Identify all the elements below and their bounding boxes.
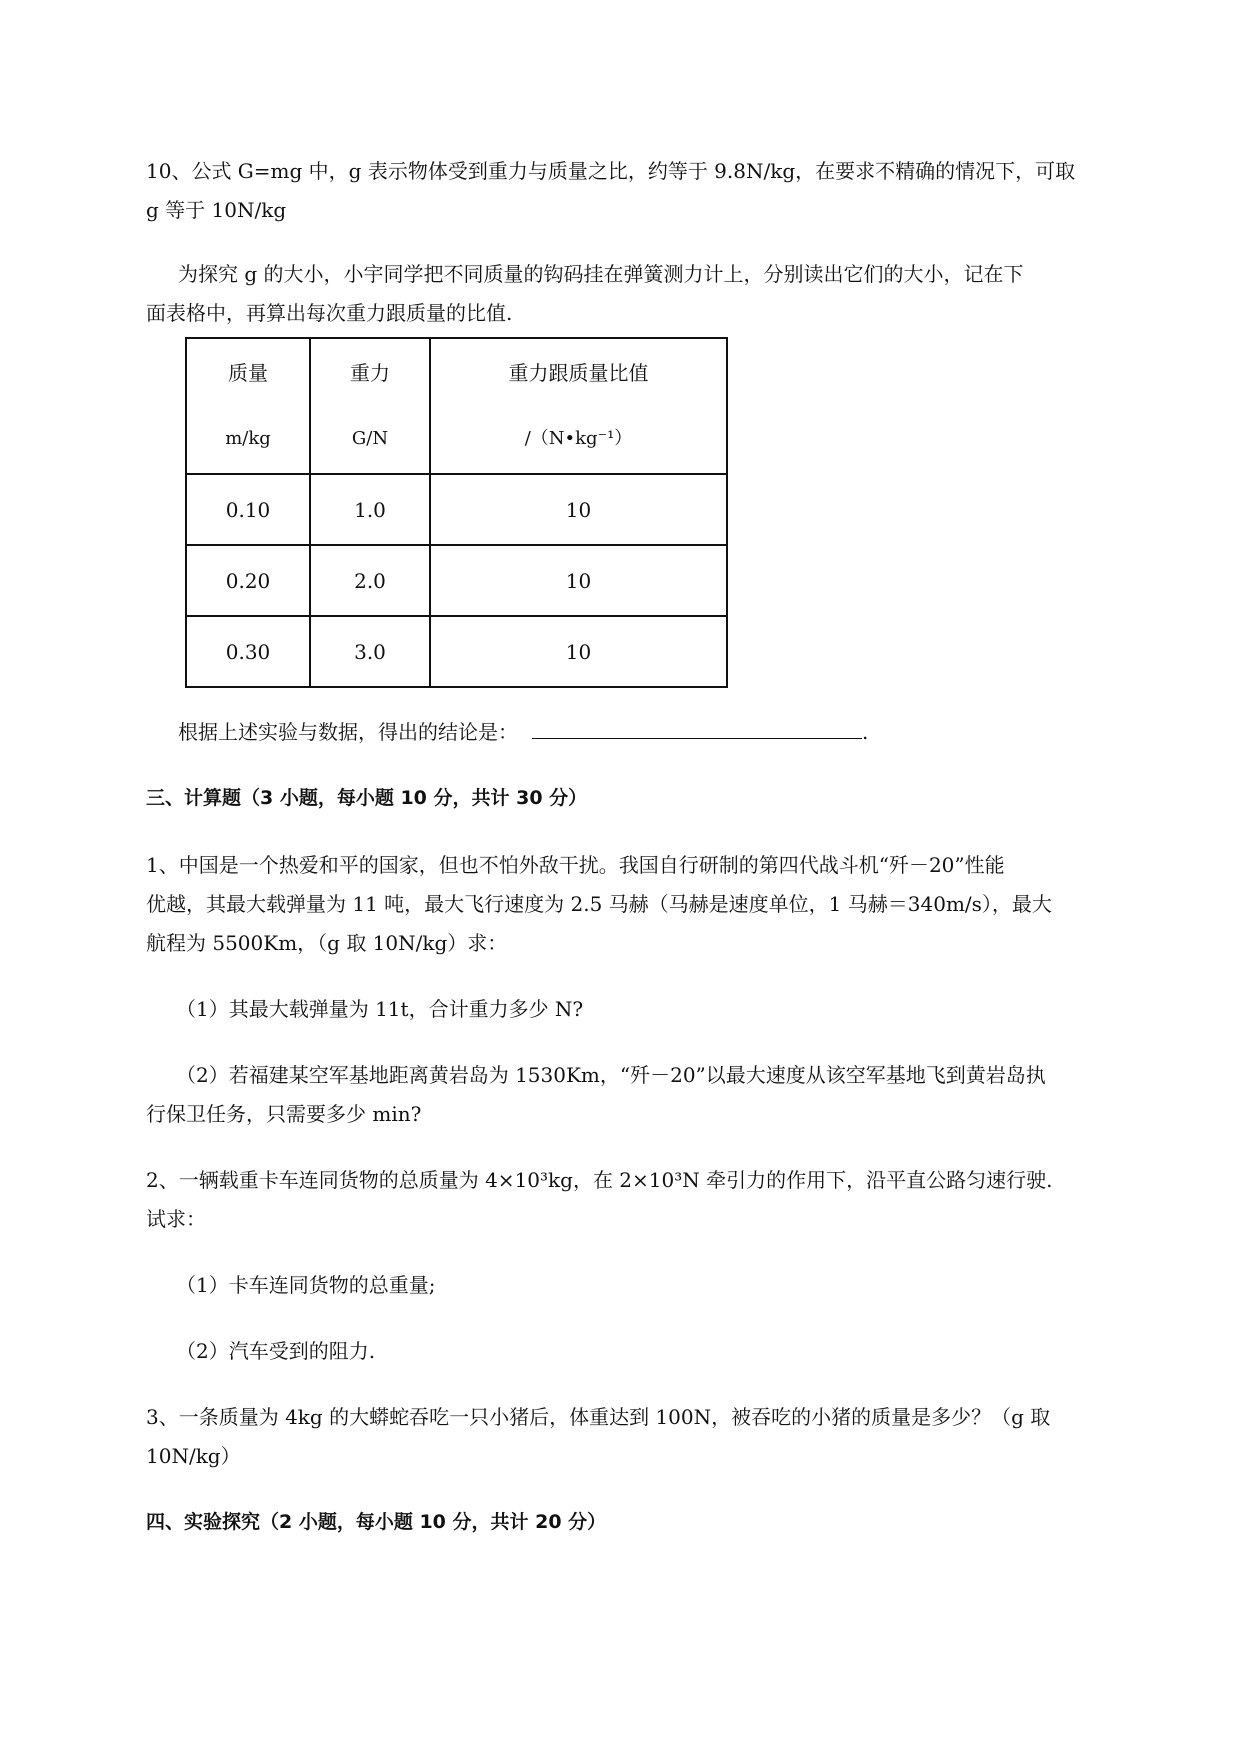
q10-intro-line1: 为探究 g 的大小，小宇同学把不同质量的钩码挂在弹簧测力计上，分别读出它们的大小，记在下 xyxy=(178,262,1024,286)
header-title: 质量 xyxy=(228,361,268,385)
q10-line1: 10、公式 G=mg 中，g 表示物体受到重力与质量之比，约等于 9.8N/kg，在要求不精确的情况下，可取 xyxy=(146,159,1076,183)
s3-q2-sub1: （1）卡车连同货物的总重量; xyxy=(176,1273,436,1297)
table-cell: 10 xyxy=(430,616,727,687)
s3-q1-line2: 优越，其最大载弹量为 11 吨，最大飞行速度为 2.5 马赫（马赫是速度单位，1 马赫＝340m/s），最大 xyxy=(146,892,1052,916)
q10-line2: g 等于 10N/kg xyxy=(146,198,287,222)
s3-q1-line3: 航程为 5500Km，（g 取 10N/kg）求： xyxy=(146,931,508,955)
table-cell: 10 xyxy=(430,545,727,616)
s3-q3-line2: 10N/kg） xyxy=(146,1444,241,1468)
header-title: 重力跟质量比值 xyxy=(508,361,649,385)
table-row xyxy=(186,616,727,687)
table-cell: 1.0 xyxy=(310,474,430,545)
s3-q2-sub2: （2）汽车受到的阻力. xyxy=(176,1339,376,1363)
q10-conclusion xyxy=(146,713,1146,752)
table-cell: 0.30 xyxy=(186,616,310,687)
table-header-cell xyxy=(310,338,430,474)
s3-q1-sub2-line2: 行保卫任务，只需要多少 min? xyxy=(146,1102,422,1126)
table-cell: 2.0 xyxy=(310,545,430,616)
s3-q3-line1: 3、一条质量为 4kg 的大蟒蛇吞吃一只小猪后，体重达到 100N，被吞吃的小猪的质量是多少？（g 取 xyxy=(146,1405,1051,1429)
header-unit: /（N•kg⁻¹） xyxy=(524,428,633,449)
table-row xyxy=(186,545,727,616)
s3-q1-sub1: （1）其最大载弹量为 11t，合计重力多少 N? xyxy=(176,997,584,1021)
header-title: 重力 xyxy=(350,361,390,385)
section3-heading: 三、计算题（3 小题，每小题 10 分，共计 30 分） xyxy=(146,787,588,809)
conclusion-suffix: . xyxy=(862,720,869,744)
s3-q1-sub2-line1: （2）若福建某空军基地距离黄岩岛为 1530Km，“歼－20”以最大速度从该空军基地飞到黄岩岛执 xyxy=(176,1063,1046,1087)
section4-heading: 四、实验探究（2 小题，每小题 10 分，共计 20 分） xyxy=(146,1511,607,1533)
table-header-cell xyxy=(186,338,310,474)
s3-q2-line1: 2、一辆载重卡车连同货物的总质量为 4×10³kg，在 2×10³N 牵引力的作用下，沿平直公路匀速行驶. xyxy=(146,1168,1053,1192)
header-unit: G/N xyxy=(351,428,389,449)
table-cell: 10 xyxy=(430,474,727,545)
header-unit: m/kg xyxy=(225,428,271,449)
s3-q1-line1: 1、中国是一个热爱和平的国家，但也不怕外敌干扰。我国自行研制的第四代战斗机“歼－20”性能 xyxy=(146,853,1005,877)
table-header-cell xyxy=(430,338,727,474)
table-row xyxy=(186,474,727,545)
answer-blank xyxy=(532,716,862,739)
table-header-row xyxy=(186,338,727,474)
table-cell: 3.0 xyxy=(310,616,430,687)
table-cell: 0.10 xyxy=(186,474,310,545)
data-table xyxy=(185,337,728,688)
q10-intro-line2: 面表格中，再算出每次重力跟质量的比值. xyxy=(146,301,513,325)
conclusion-prefix: 根据上述实验与数据，得出的结论是： xyxy=(178,720,518,744)
s3-q2-line2: 试求： xyxy=(146,1207,206,1231)
table-cell: 0.20 xyxy=(186,545,310,616)
